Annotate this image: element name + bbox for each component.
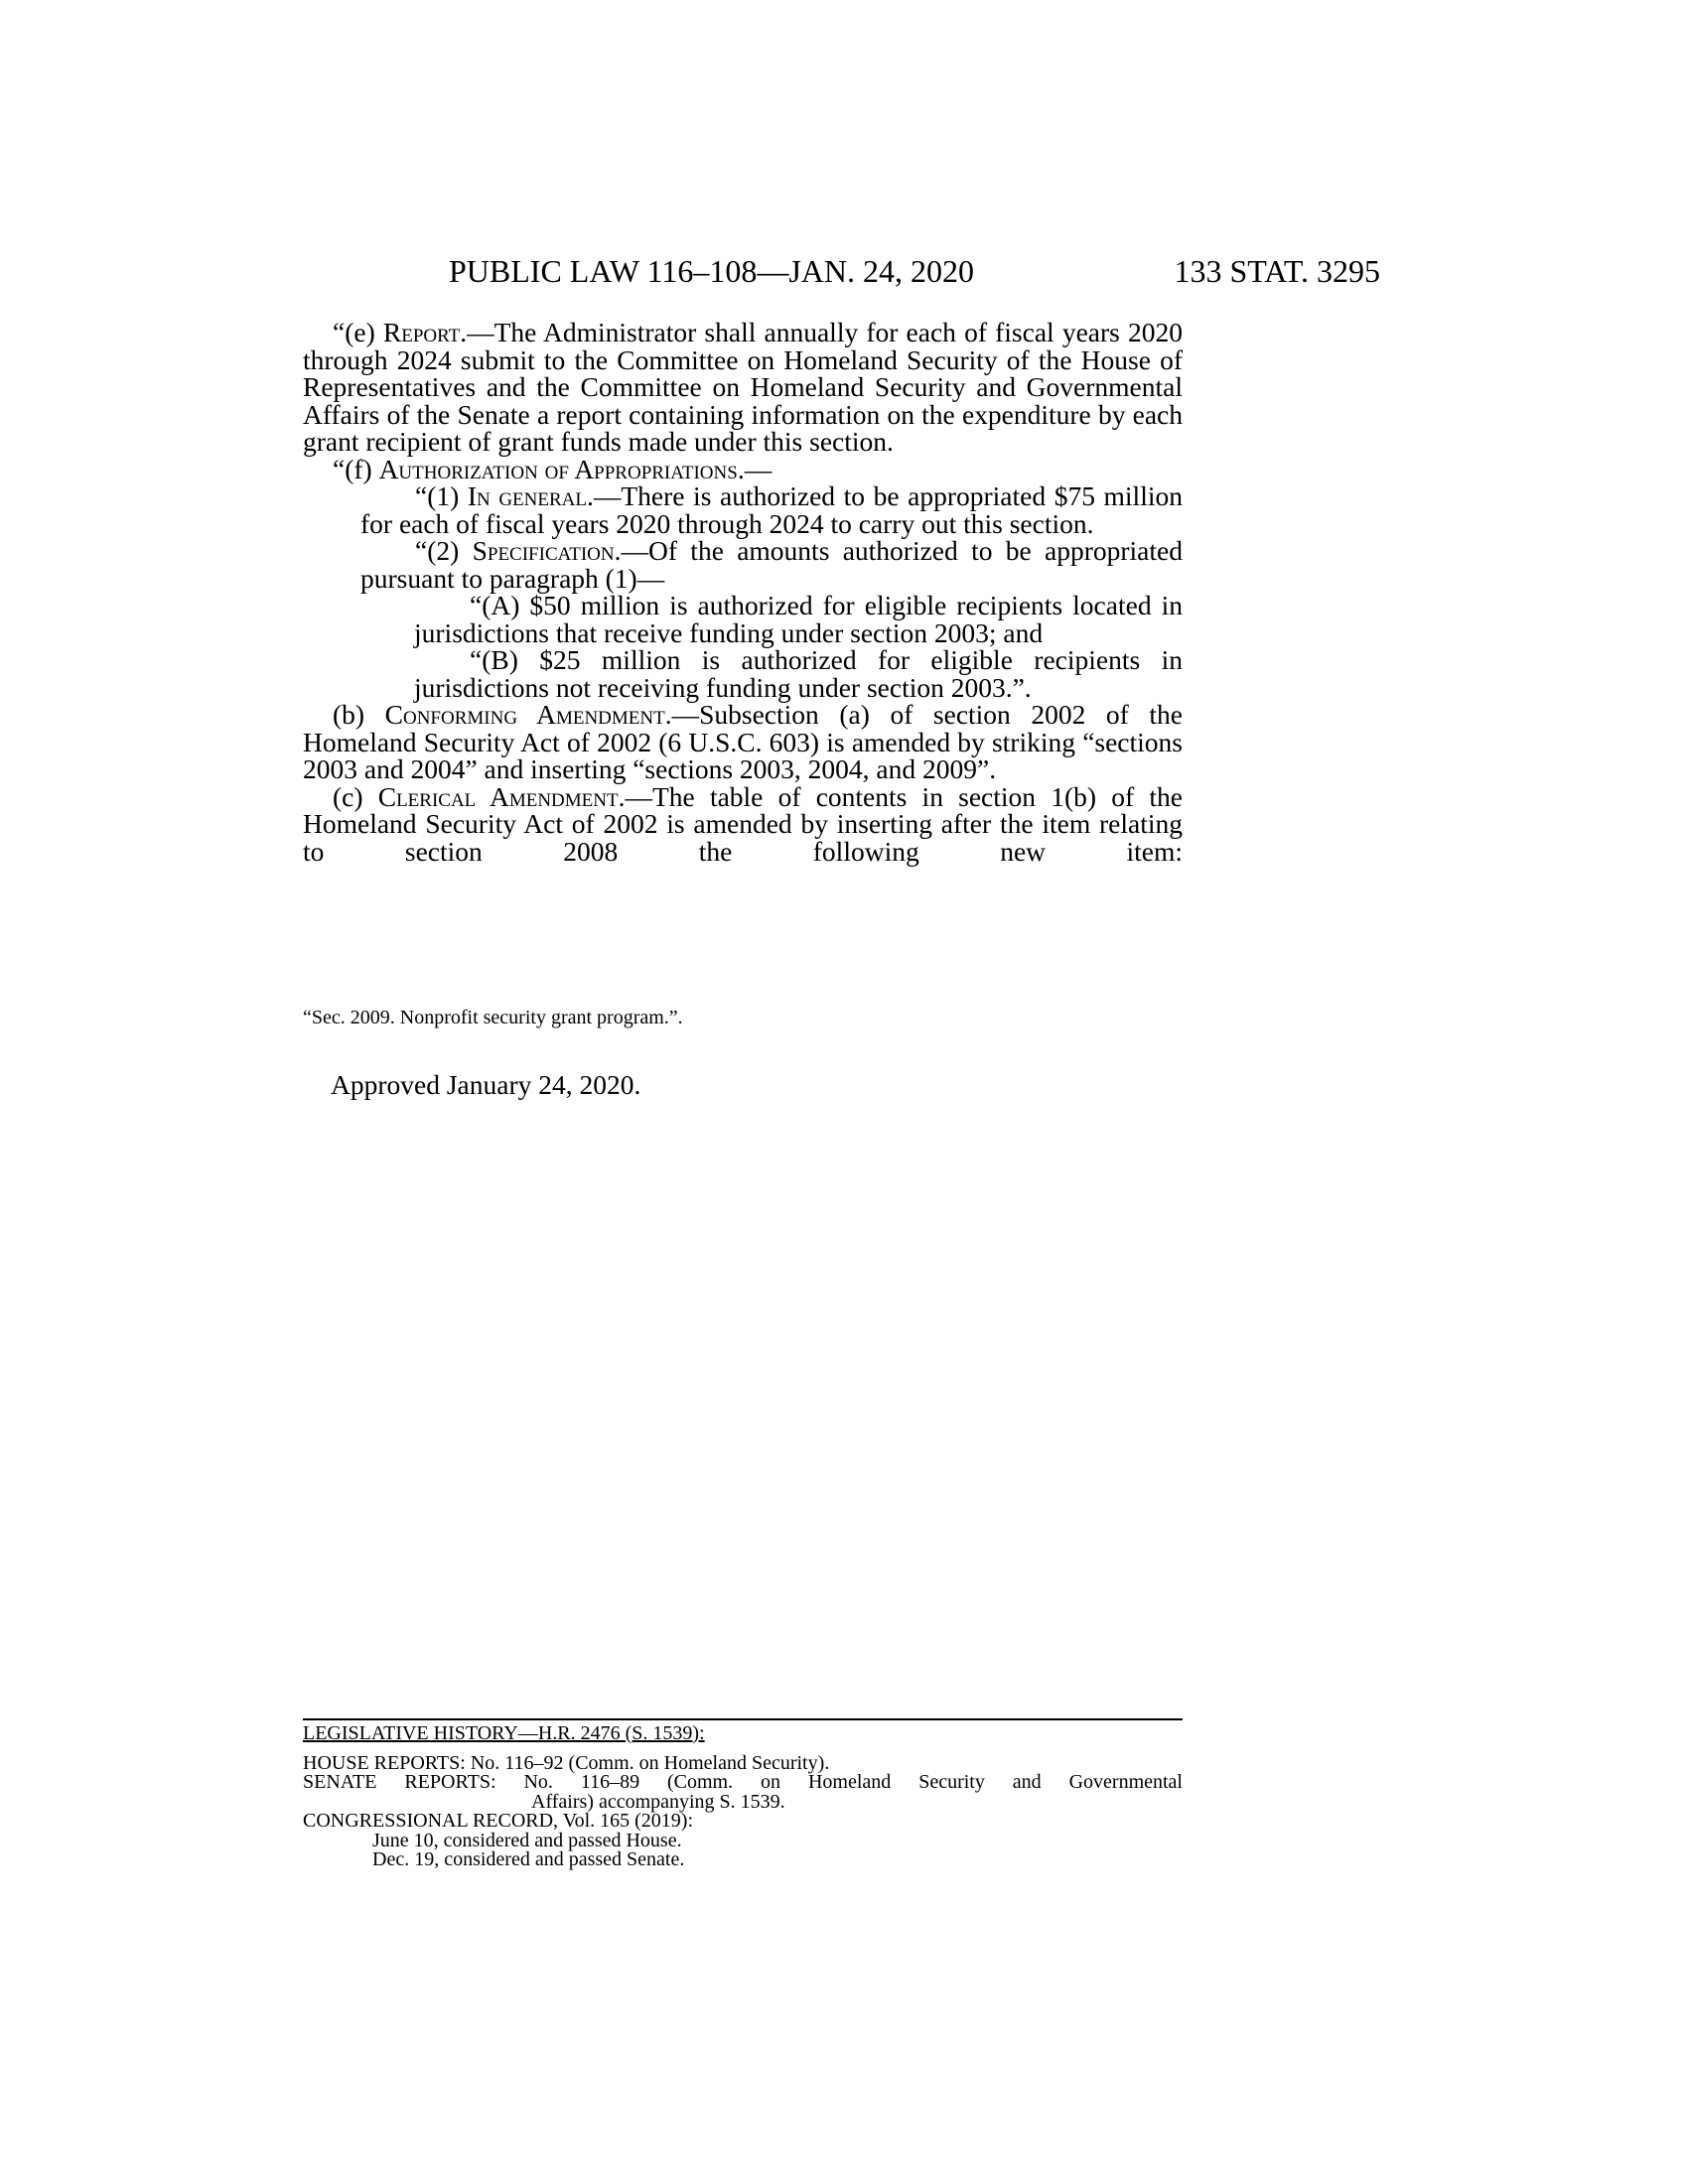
subsection-c-heading: Clerical Amendment [377,780,619,812]
subsection-f-prefix: “(f) [333,453,379,484]
legislative-history-heading: LEGISLATIVE HISTORY—H.R. 2476 (S. 1539): [303,1722,705,1744]
subsection-b-prefix: (b) [333,699,385,730]
table-of-contents-item: “Sec. 2009. Nonprofit security grant program.”. [303,1007,683,1028]
paragraph-f1-heading: In general [467,480,587,511]
subsection-e-heading: Report [382,317,461,347]
senate-reports-line-1: SENATE REPORTS: No. 116–89 (Comm. on Homeland Security and Governmental [303,1771,1183,1793]
paragraph-f1-prefix: “(1) [415,480,468,511]
house-action: June 10, considered and passed House. [372,1829,682,1851]
running-header [298,251,1380,291]
paragraph-f1-general [303,482,1183,537]
subsection-c-text: .—The table of contents in section 1(b) of the Homeland Security Act of 2002 is amended by inserting after the item relating to section 2008 the following new item: [303,780,1183,867]
subsection-e-prefix: “(e) [333,317,383,347]
senate-action: Dec. 19, considered and passed Senate. [372,1848,685,1870]
paragraph-f2-text: .—Of the amounts authorized to be appropriated pursuant to paragraph (1)— [360,535,1183,594]
subsection-b-conforming [303,701,1183,783]
subsection-b-heading: Conforming Amendment [384,699,665,730]
approval-date: Approved January 24, 2020. [331,1069,641,1100]
subsection-c-prefix: (c) [333,780,378,812]
paragraph-f2-heading: Specification [472,535,615,566]
legislative-history [303,1724,1183,1870]
subsection-b-text: .—Subsection (a) of section 2002 of the Homeland Security Act of 2002 (6 U.S.C. 603) is amended by striking “sections 2003 and 2004” and inserting “sections 2003, 2004, and 2009”. [303,699,1183,784]
house-reports: HOUSE REPORTS: No. 116–92 (Comm. on Homeland Security). [303,1751,830,1774]
subsection-e-text: .—The Administrator shall annually for each of fiscal years 2020 through 2024 submit to the Committee on Homeland Security of the House of Representatives and the Committee on Homeland Security and Governmental Affairs of the Senate a report containing information on the expenditure by each grant recipient of grant funds made under this section. [303,317,1183,457]
subsection-f-text: .— [737,453,773,484]
subsection-e-report [303,319,1183,456]
paragraph-f2-prefix: “(2) [415,535,473,566]
subsection-c-clerical [303,780,1183,867]
senate-reports-line-2: Affairs) accompanying S. 1539. [531,1790,785,1813]
paragraph-f2-specification [303,537,1183,592]
congressional-record: CONGRESSIONAL RECORD, Vol. 165 (2019): [303,1810,693,1832]
subparagraph-f2A [303,592,1183,646]
footnote-divider [303,1718,1183,1720]
statute-text [303,319,1183,865]
subparagraph-f2B-text: “(B) $25 million is authorized for eligible recipients in jurisdictions not receiving funding under section 2003.”. [414,644,1183,703]
subsection-f-authorization [303,453,1183,484]
subparagraph-f2B [303,646,1183,701]
subparagraph-f2A-text: “(A) $50 million is authorized for eligible recipients located in jurisdictions that receive funding under section 2003; and [414,590,1183,648]
subsection-f-heading: Authorization of Appropriations [378,453,738,484]
paragraph-f1-text: .—There is authorized to be appropriated $75 million for each of fiscal years 2020 through 2024 to carry out this section. [360,480,1183,539]
header-stat-page: 133 STAT. 3295 [1174,253,1380,289]
header-title: PUBLIC LAW 116–108—JAN. 24, 2020 [449,253,974,289]
